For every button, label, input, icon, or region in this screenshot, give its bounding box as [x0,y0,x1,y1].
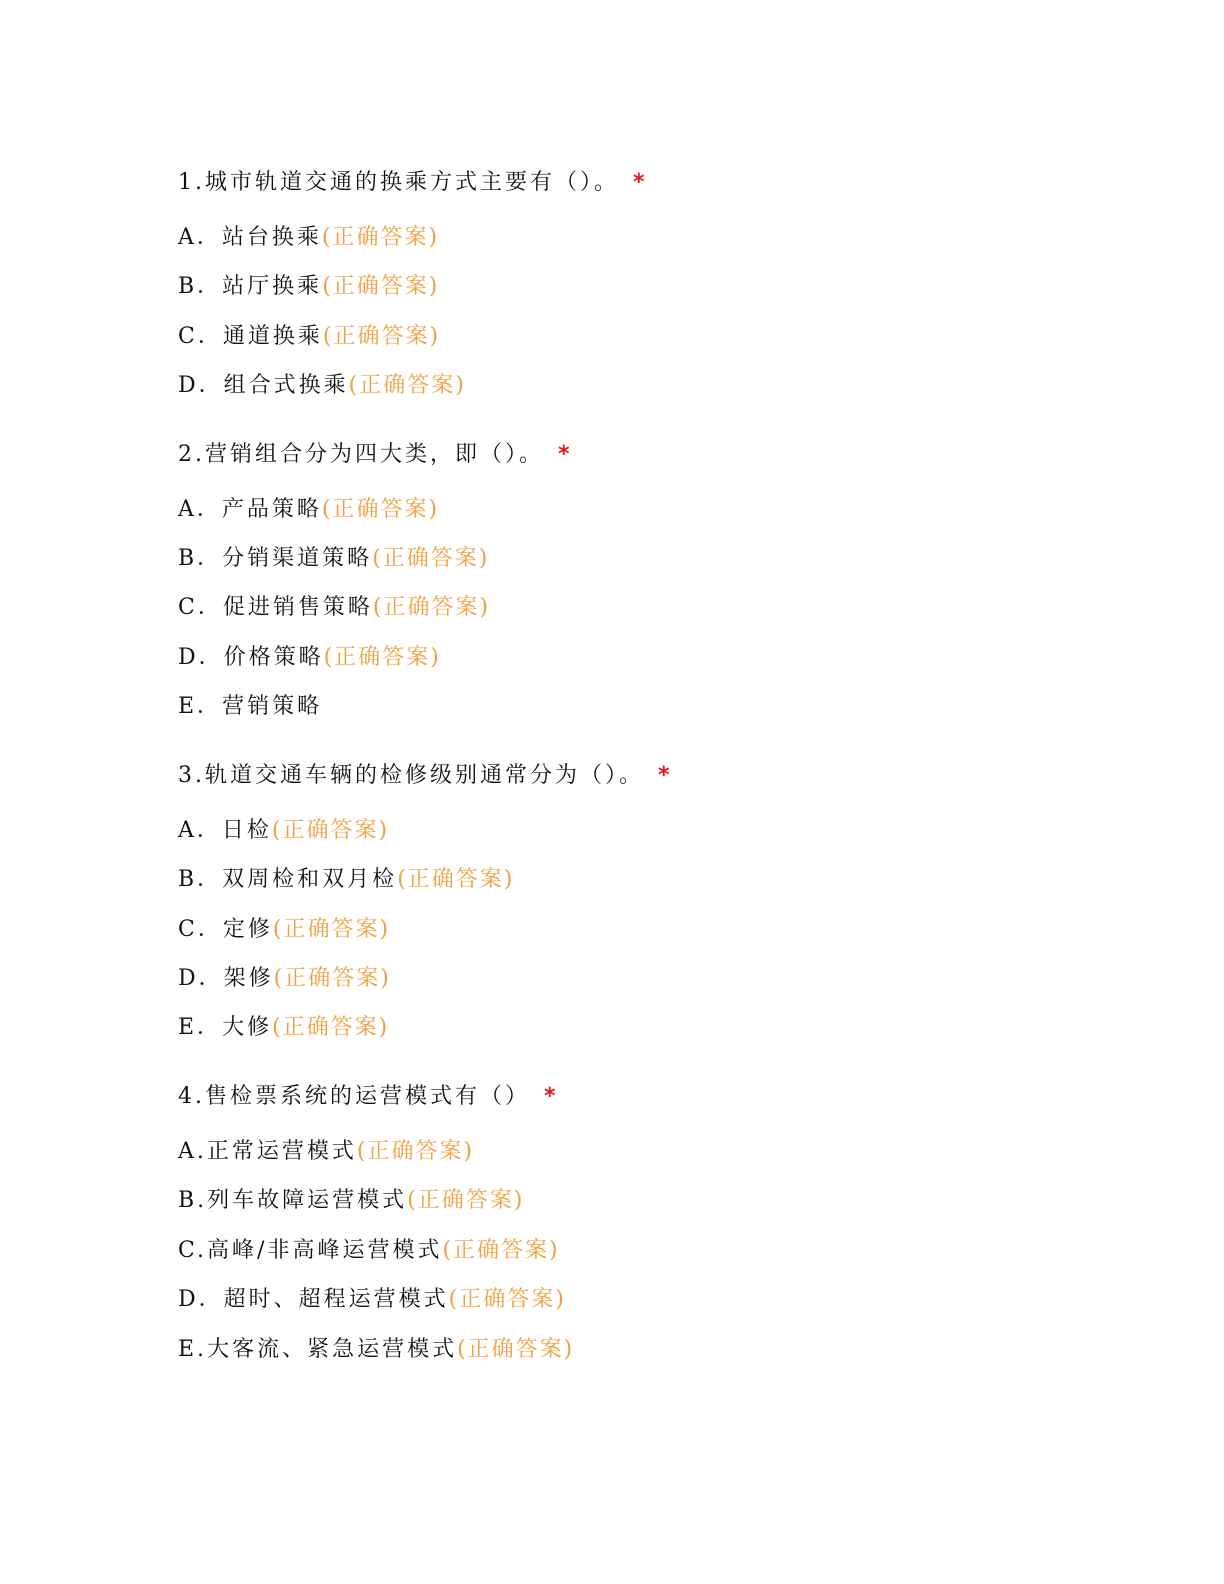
option-text: 营销策略 [222,694,323,719]
option-text: 正常运营模式 [206,1139,357,1164]
correct-answer-tag: (正确答案) [271,818,390,843]
option-text: 双周检和双月检 [222,867,398,892]
option-text: 组合式换乘 [223,373,349,398]
required-marker: * [544,1084,556,1109]
correct-answer-tag: (正确答案) [321,225,440,250]
option-letter: A． [178,225,222,250]
q4-option-b[interactable] [178,1186,524,1216]
option-letter: C． [178,324,223,349]
q1-option-b[interactable] [178,272,439,302]
option-text: 定修 [222,917,273,942]
q1-option-a[interactable] [178,223,439,253]
q2-option-a[interactable] [178,495,439,525]
option-letter: A． [178,497,222,522]
q3-option-e[interactable] [178,1013,389,1043]
option-letter: D． [178,645,224,670]
option-text: 列车故障运营模式 [207,1188,408,1213]
question-title: 4.售检票系统的运营模式有（） [178,1084,530,1109]
option-text: 促进销售策略 [222,595,373,620]
required-marker: * [558,442,570,467]
option-letter: B. [178,1188,208,1213]
q4-option-e[interactable] [178,1335,574,1365]
correct-answer-tag: (正确答案) [322,274,440,299]
option-letter: B． [178,867,223,892]
correct-answer-tag: (正确答案) [442,1238,560,1263]
question-3 [178,761,670,791]
correct-answer-tag: (正确答案) [372,546,490,571]
q3-option-b[interactable] [178,865,514,895]
question-title: 1.城市轨道交通的换乘方式主要有（）。 [178,170,619,195]
correct-answer-tag: (正确答案) [356,1139,475,1164]
option-text: 高峰/非高峰运营模式 [207,1238,443,1263]
option-text: 分销渠道策略 [222,546,373,571]
correct-answer-tag: (正确答案) [321,497,440,522]
required-marker: * [633,170,645,195]
q4-option-d[interactable] [178,1285,566,1315]
q1-option-d[interactable] [178,371,466,401]
option-text: 站台换乘 [221,225,322,250]
option-letter: D． [178,373,224,398]
option-text: 大客流、紧急运营模式 [207,1337,458,1362]
correct-answer-tag: (正确答案) [372,595,491,620]
option-letter: A． [178,818,222,843]
q2-option-e[interactable] [178,692,322,722]
correct-answer-tag: (正确答案) [348,373,466,398]
q3-option-c[interactable] [178,915,390,945]
option-text: 日检 [221,818,272,843]
option-letter: A. [178,1139,207,1164]
q3-option-a[interactable] [178,816,389,846]
option-letter: C． [178,595,223,620]
correct-answer-tag: (正确答案) [272,917,391,942]
q2-option-b[interactable] [178,544,489,574]
question-title: 2.营销组合分为四大类，即（）。 [178,442,544,467]
correct-answer-tag: (正确答案) [323,645,441,670]
option-text: 大修 [222,1015,273,1040]
q2-option-d[interactable] [178,643,441,673]
option-letter: D． [178,1287,224,1312]
option-letter: B． [178,546,223,571]
option-letter: E． [178,1015,223,1040]
option-text: 站厅换乘 [222,274,323,299]
correct-answer-tag: (正确答案) [272,1015,390,1040]
option-text: 通道换乘 [222,324,323,349]
q2-option-c[interactable] [178,593,490,623]
correct-answer-tag: (正确答案) [397,867,515,892]
question-title: 3.轨道交通车辆的检修级别通常分为（）。 [178,763,644,788]
question-4 [178,1082,556,1112]
option-letter: B． [178,274,223,299]
question-1 [178,168,645,198]
option-letter: D． [178,966,224,991]
q1-option-c[interactable] [178,322,440,352]
correct-answer-tag: (正确答案) [457,1337,575,1362]
correct-answer-tag: (正确答案) [322,324,441,349]
correct-answer-tag: (正确答案) [448,1287,566,1312]
option-text: 超时、超程运营模式 [223,1287,449,1312]
option-text: 价格策略 [223,645,324,670]
option-text: 架修 [223,966,274,991]
option-letter: C. [178,1238,208,1263]
option-letter: E. [178,1337,208,1362]
correct-answer-tag: (正确答案) [273,966,391,991]
question-2 [178,440,570,470]
option-text: 产品策略 [221,497,322,522]
q4-option-c[interactable] [178,1236,560,1266]
q3-option-d[interactable] [178,964,391,994]
option-letter: C． [178,917,223,942]
correct-answer-tag: (正确答案) [407,1188,525,1213]
required-marker: * [658,763,670,788]
option-letter: E． [178,694,223,719]
q4-option-a[interactable] [178,1137,474,1167]
